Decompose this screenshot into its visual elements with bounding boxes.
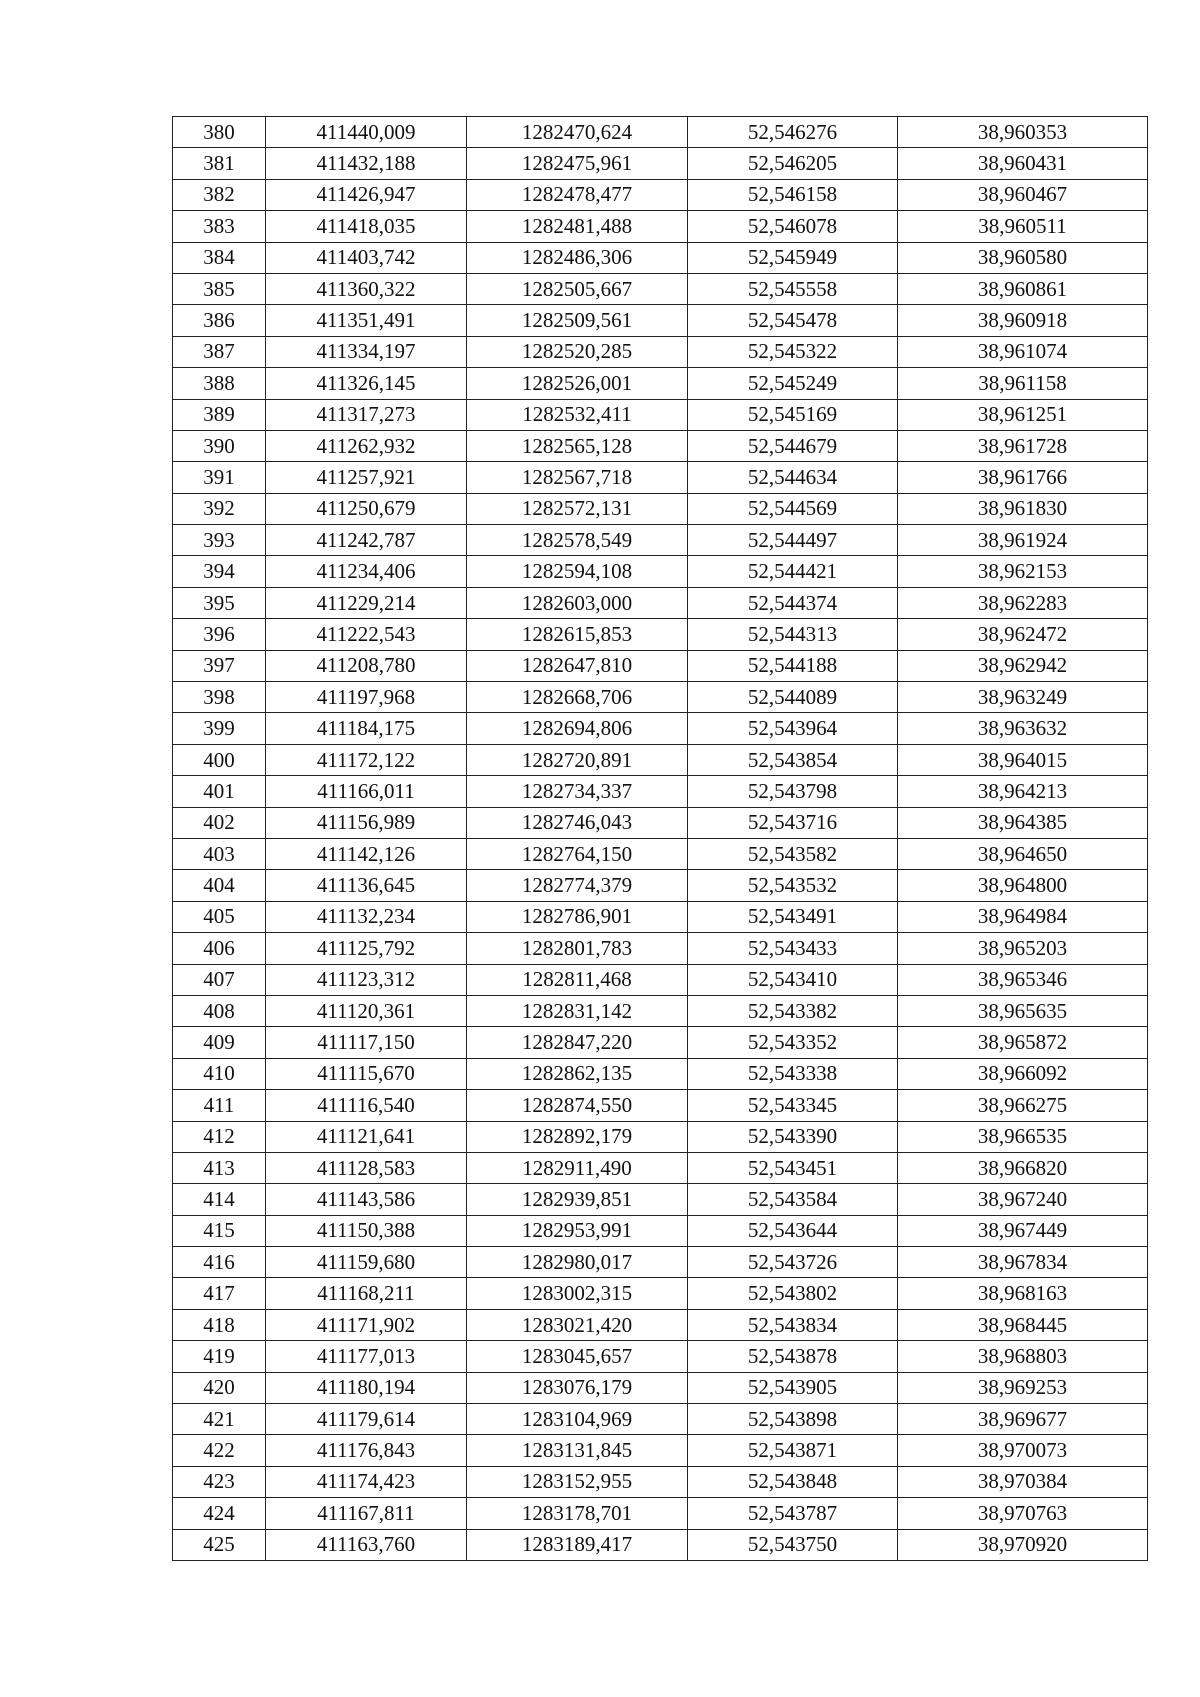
longitude-cell: 38,963249	[898, 682, 1148, 713]
y-coordinate-cell: 1283178,701	[467, 1498, 688, 1529]
y-coordinate-cell: 1283076,179	[467, 1372, 688, 1403]
longitude-cell: 38,965203	[898, 933, 1148, 964]
x-coordinate-cell: 411180,194	[266, 1372, 467, 1403]
table-row	[173, 1404, 1148, 1435]
y-coordinate-cell: 1282486,306	[467, 242, 688, 273]
x-coordinate-cell: 411432,188	[266, 148, 467, 179]
latitude-cell: 52,543582	[688, 838, 898, 869]
longitude-cell: 38,960580	[898, 242, 1148, 273]
x-coordinate-cell: 411120,361	[266, 995, 467, 1026]
longitude-cell: 38,970920	[898, 1529, 1148, 1560]
table-row	[173, 179, 1148, 210]
longitude-cell: 38,964800	[898, 870, 1148, 901]
y-coordinate-cell: 1282801,783	[467, 933, 688, 964]
latitude-cell: 52,544569	[688, 493, 898, 524]
latitude-cell: 52,543750	[688, 1529, 898, 1560]
x-coordinate-cell: 411317,273	[266, 399, 467, 430]
y-coordinate-cell: 1282874,550	[467, 1090, 688, 1121]
latitude-cell: 52,543726	[688, 1247, 898, 1278]
point-number-cell: 394	[173, 556, 266, 587]
longitude-cell: 38,964213	[898, 776, 1148, 807]
table-row	[173, 117, 1148, 148]
y-coordinate-cell: 1283131,845	[467, 1435, 688, 1466]
x-coordinate-cell: 411116,540	[266, 1090, 467, 1121]
coordinates-table	[172, 116, 1148, 1561]
latitude-cell: 52,544188	[688, 650, 898, 681]
latitude-cell: 52,543716	[688, 807, 898, 838]
latitude-cell: 52,545169	[688, 399, 898, 430]
longitude-cell: 38,968163	[898, 1278, 1148, 1309]
y-coordinate-cell: 1282572,131	[467, 493, 688, 524]
point-number-cell: 395	[173, 587, 266, 618]
latitude-cell: 52,546158	[688, 179, 898, 210]
longitude-cell: 38,966535	[898, 1121, 1148, 1152]
y-coordinate-cell: 1282811,468	[467, 964, 688, 995]
table-row	[173, 556, 1148, 587]
x-coordinate-cell: 411177,013	[266, 1341, 467, 1372]
x-coordinate-cell: 411166,011	[266, 776, 467, 807]
x-coordinate-cell: 411197,968	[266, 682, 467, 713]
point-number-cell: 390	[173, 430, 266, 461]
x-coordinate-cell: 411257,921	[266, 462, 467, 493]
x-coordinate-cell: 411142,126	[266, 838, 467, 869]
longitude-cell: 38,964015	[898, 744, 1148, 775]
table-row	[173, 242, 1148, 273]
table-row	[173, 619, 1148, 650]
x-coordinate-cell: 411168,211	[266, 1278, 467, 1309]
longitude-cell: 38,969677	[898, 1404, 1148, 1435]
latitude-cell: 52,543964	[688, 713, 898, 744]
table-row	[173, 838, 1148, 869]
longitude-cell: 38,961766	[898, 462, 1148, 493]
latitude-cell: 52,543338	[688, 1058, 898, 1089]
latitude-cell: 52,546276	[688, 117, 898, 148]
y-coordinate-cell: 1282481,488	[467, 211, 688, 242]
longitude-cell: 38,960431	[898, 148, 1148, 179]
point-number-cell: 415	[173, 1215, 266, 1246]
latitude-cell: 52,545949	[688, 242, 898, 273]
y-coordinate-cell: 1282694,806	[467, 713, 688, 744]
point-number-cell: 399	[173, 713, 266, 744]
table-row	[173, 1215, 1148, 1246]
point-number-cell: 414	[173, 1184, 266, 1215]
latitude-cell: 52,543905	[688, 1372, 898, 1403]
table-row	[173, 713, 1148, 744]
x-coordinate-cell: 411167,811	[266, 1498, 467, 1529]
point-number-cell: 396	[173, 619, 266, 650]
x-coordinate-cell: 411222,543	[266, 619, 467, 650]
table-row	[173, 964, 1148, 995]
table-row	[173, 1184, 1148, 1215]
table-row	[173, 1090, 1148, 1121]
y-coordinate-cell: 1282603,000	[467, 587, 688, 618]
y-coordinate-cell: 1282647,810	[467, 650, 688, 681]
y-coordinate-cell: 1282668,706	[467, 682, 688, 713]
table-row	[173, 273, 1148, 304]
point-number-cell: 404	[173, 870, 266, 901]
latitude-cell: 52,543382	[688, 995, 898, 1026]
y-coordinate-cell: 1282470,624	[467, 117, 688, 148]
point-number-cell: 389	[173, 399, 266, 430]
y-coordinate-cell: 1282578,549	[467, 525, 688, 556]
y-coordinate-cell: 1282567,718	[467, 462, 688, 493]
point-number-cell: 412	[173, 1121, 266, 1152]
table-row	[173, 1027, 1148, 1058]
table-row	[173, 807, 1148, 838]
x-coordinate-cell: 411123,312	[266, 964, 467, 995]
longitude-cell: 38,968803	[898, 1341, 1148, 1372]
table-row	[173, 776, 1148, 807]
table-row	[173, 744, 1148, 775]
y-coordinate-cell: 1282526,001	[467, 368, 688, 399]
x-coordinate-cell: 411179,614	[266, 1404, 467, 1435]
point-number-cell: 417	[173, 1278, 266, 1309]
longitude-cell: 38,964385	[898, 807, 1148, 838]
point-number-cell: 409	[173, 1027, 266, 1058]
latitude-cell: 52,543787	[688, 1498, 898, 1529]
table-row	[173, 1058, 1148, 1089]
point-number-cell: 384	[173, 242, 266, 273]
latitude-cell: 52,543871	[688, 1435, 898, 1466]
y-coordinate-cell: 1282532,411	[467, 399, 688, 430]
latitude-cell: 52,545322	[688, 336, 898, 367]
y-coordinate-cell: 1283021,420	[467, 1309, 688, 1340]
latitude-cell: 52,543352	[688, 1027, 898, 1058]
point-number-cell: 380	[173, 117, 266, 148]
y-coordinate-cell: 1282475,961	[467, 148, 688, 179]
y-coordinate-cell: 1282980,017	[467, 1247, 688, 1278]
x-coordinate-cell: 411121,641	[266, 1121, 467, 1152]
longitude-cell: 38,968445	[898, 1309, 1148, 1340]
table-row	[173, 305, 1148, 336]
x-coordinate-cell: 411150,388	[266, 1215, 467, 1246]
longitude-cell: 38,962283	[898, 587, 1148, 618]
y-coordinate-cell: 1282509,561	[467, 305, 688, 336]
x-coordinate-cell: 411351,491	[266, 305, 467, 336]
y-coordinate-cell: 1282520,285	[467, 336, 688, 367]
point-number-cell: 386	[173, 305, 266, 336]
table-row	[173, 1529, 1148, 1560]
table-row	[173, 493, 1148, 524]
point-number-cell: 425	[173, 1529, 266, 1560]
y-coordinate-cell: 1283045,657	[467, 1341, 688, 1372]
latitude-cell: 52,543433	[688, 933, 898, 964]
longitude-cell: 38,970763	[898, 1498, 1148, 1529]
point-number-cell: 393	[173, 525, 266, 556]
point-number-cell: 392	[173, 493, 266, 524]
point-number-cell: 383	[173, 211, 266, 242]
table-row	[173, 682, 1148, 713]
point-number-cell: 387	[173, 336, 266, 367]
y-coordinate-cell: 1282734,337	[467, 776, 688, 807]
table-row	[173, 430, 1148, 461]
x-coordinate-cell: 411403,742	[266, 242, 467, 273]
y-coordinate-cell: 1283189,417	[467, 1529, 688, 1560]
longitude-cell: 38,960861	[898, 273, 1148, 304]
y-coordinate-cell: 1282774,379	[467, 870, 688, 901]
longitude-cell: 38,965872	[898, 1027, 1148, 1058]
y-coordinate-cell: 1282831,142	[467, 995, 688, 1026]
y-coordinate-cell: 1282911,490	[467, 1152, 688, 1183]
latitude-cell: 52,543390	[688, 1121, 898, 1152]
table-row	[173, 1372, 1148, 1403]
latitude-cell: 52,543644	[688, 1215, 898, 1246]
y-coordinate-cell: 1282615,853	[467, 619, 688, 650]
table-row	[173, 211, 1148, 242]
longitude-cell: 38,960511	[898, 211, 1148, 242]
latitude-cell: 52,543854	[688, 744, 898, 775]
latitude-cell: 52,545249	[688, 368, 898, 399]
x-coordinate-cell: 411132,234	[266, 901, 467, 932]
latitude-cell: 52,544313	[688, 619, 898, 650]
x-coordinate-cell: 411440,009	[266, 117, 467, 148]
longitude-cell: 38,961728	[898, 430, 1148, 461]
x-coordinate-cell: 411125,792	[266, 933, 467, 964]
x-coordinate-cell: 411234,406	[266, 556, 467, 587]
longitude-cell: 38,961924	[898, 525, 1148, 556]
x-coordinate-cell: 411136,645	[266, 870, 467, 901]
longitude-cell: 38,963632	[898, 713, 1148, 744]
table-row	[173, 336, 1148, 367]
table-row	[173, 1152, 1148, 1183]
longitude-cell: 38,970384	[898, 1466, 1148, 1497]
point-number-cell: 397	[173, 650, 266, 681]
point-number-cell: 424	[173, 1498, 266, 1529]
point-number-cell: 413	[173, 1152, 266, 1183]
latitude-cell: 52,544679	[688, 430, 898, 461]
longitude-cell: 38,969253	[898, 1372, 1148, 1403]
latitude-cell: 52,544497	[688, 525, 898, 556]
latitude-cell: 52,543345	[688, 1090, 898, 1121]
longitude-cell: 38,967834	[898, 1247, 1148, 1278]
longitude-cell: 38,970073	[898, 1435, 1148, 1466]
longitude-cell: 38,960467	[898, 179, 1148, 210]
x-coordinate-cell: 411174,423	[266, 1466, 467, 1497]
latitude-cell: 52,543834	[688, 1309, 898, 1340]
longitude-cell: 38,962472	[898, 619, 1148, 650]
x-coordinate-cell: 411229,214	[266, 587, 467, 618]
point-number-cell: 408	[173, 995, 266, 1026]
y-coordinate-cell: 1282594,108	[467, 556, 688, 587]
table-row	[173, 368, 1148, 399]
latitude-cell: 52,543898	[688, 1404, 898, 1435]
point-number-cell: 423	[173, 1466, 266, 1497]
latitude-cell: 52,544374	[688, 587, 898, 618]
latitude-cell: 52,543802	[688, 1278, 898, 1309]
point-number-cell: 402	[173, 807, 266, 838]
y-coordinate-cell: 1283152,955	[467, 1466, 688, 1497]
point-number-cell: 410	[173, 1058, 266, 1089]
y-coordinate-cell: 1283002,315	[467, 1278, 688, 1309]
table-row	[173, 650, 1148, 681]
longitude-cell: 38,967240	[898, 1184, 1148, 1215]
point-number-cell: 411	[173, 1090, 266, 1121]
table-row	[173, 1121, 1148, 1152]
coordinates-table-body	[173, 117, 1148, 1561]
point-number-cell: 398	[173, 682, 266, 713]
x-coordinate-cell: 411115,670	[266, 1058, 467, 1089]
table-row	[173, 870, 1148, 901]
x-coordinate-cell: 411172,122	[266, 744, 467, 775]
longitude-cell: 38,965346	[898, 964, 1148, 995]
table-row	[173, 1341, 1148, 1372]
point-number-cell: 418	[173, 1309, 266, 1340]
x-coordinate-cell: 411156,989	[266, 807, 467, 838]
point-number-cell: 403	[173, 838, 266, 869]
latitude-cell: 52,543798	[688, 776, 898, 807]
point-number-cell: 422	[173, 1435, 266, 1466]
longitude-cell: 38,961830	[898, 493, 1148, 524]
table-row	[173, 587, 1148, 618]
latitude-cell: 52,543584	[688, 1184, 898, 1215]
point-number-cell: 385	[173, 273, 266, 304]
x-coordinate-cell: 411326,145	[266, 368, 467, 399]
y-coordinate-cell: 1282478,477	[467, 179, 688, 210]
latitude-cell: 52,543451	[688, 1152, 898, 1183]
latitude-cell: 52,543848	[688, 1466, 898, 1497]
latitude-cell: 52,544421	[688, 556, 898, 587]
x-coordinate-cell: 411262,932	[266, 430, 467, 461]
latitude-cell: 52,545478	[688, 305, 898, 336]
y-coordinate-cell: 1282892,179	[467, 1121, 688, 1152]
longitude-cell: 38,961158	[898, 368, 1148, 399]
y-coordinate-cell: 1282565,128	[467, 430, 688, 461]
y-coordinate-cell: 1282746,043	[467, 807, 688, 838]
longitude-cell: 38,965635	[898, 995, 1148, 1026]
latitude-cell: 52,546078	[688, 211, 898, 242]
x-coordinate-cell: 411250,679	[266, 493, 467, 524]
point-number-cell: 407	[173, 964, 266, 995]
latitude-cell: 52,543491	[688, 901, 898, 932]
table-row	[173, 1309, 1148, 1340]
x-coordinate-cell: 411176,843	[266, 1435, 467, 1466]
point-number-cell: 419	[173, 1341, 266, 1372]
x-coordinate-cell: 411163,760	[266, 1529, 467, 1560]
y-coordinate-cell: 1282720,891	[467, 744, 688, 775]
longitude-cell: 38,962942	[898, 650, 1148, 681]
longitude-cell: 38,966092	[898, 1058, 1148, 1089]
y-coordinate-cell: 1282862,135	[467, 1058, 688, 1089]
y-coordinate-cell: 1282847,220	[467, 1027, 688, 1058]
point-number-cell: 405	[173, 901, 266, 932]
x-coordinate-cell: 411143,586	[266, 1184, 467, 1215]
point-number-cell: 400	[173, 744, 266, 775]
point-number-cell: 416	[173, 1247, 266, 1278]
longitude-cell: 38,961074	[898, 336, 1148, 367]
table-row	[173, 462, 1148, 493]
y-coordinate-cell: 1282953,991	[467, 1215, 688, 1246]
latitude-cell: 52,544634	[688, 462, 898, 493]
point-number-cell: 382	[173, 179, 266, 210]
x-coordinate-cell: 411184,175	[266, 713, 467, 744]
table-row	[173, 901, 1148, 932]
latitude-cell: 52,544089	[688, 682, 898, 713]
x-coordinate-cell: 411426,947	[266, 179, 467, 210]
table-row	[173, 525, 1148, 556]
x-coordinate-cell: 411360,322	[266, 273, 467, 304]
x-coordinate-cell: 411117,150	[266, 1027, 467, 1058]
longitude-cell: 38,964984	[898, 901, 1148, 932]
y-coordinate-cell: 1282505,667	[467, 273, 688, 304]
table-row	[173, 399, 1148, 430]
table-row	[173, 1247, 1148, 1278]
longitude-cell: 38,966275	[898, 1090, 1148, 1121]
x-coordinate-cell: 411171,902	[266, 1309, 467, 1340]
latitude-cell: 52,543410	[688, 964, 898, 995]
y-coordinate-cell: 1282786,901	[467, 901, 688, 932]
x-coordinate-cell: 411334,197	[266, 336, 467, 367]
point-number-cell: 391	[173, 462, 266, 493]
table-row	[173, 1435, 1148, 1466]
longitude-cell: 38,967449	[898, 1215, 1148, 1246]
x-coordinate-cell: 411242,787	[266, 525, 467, 556]
point-number-cell: 420	[173, 1372, 266, 1403]
latitude-cell: 52,545558	[688, 273, 898, 304]
y-coordinate-cell: 1283104,969	[467, 1404, 688, 1435]
x-coordinate-cell: 411418,035	[266, 211, 467, 242]
table-row	[173, 148, 1148, 179]
longitude-cell: 38,960918	[898, 305, 1148, 336]
x-coordinate-cell: 411159,680	[266, 1247, 467, 1278]
latitude-cell: 52,546205	[688, 148, 898, 179]
x-coordinate-cell: 411208,780	[266, 650, 467, 681]
longitude-cell: 38,966820	[898, 1152, 1148, 1183]
point-number-cell: 421	[173, 1404, 266, 1435]
point-number-cell: 381	[173, 148, 266, 179]
table-row	[173, 995, 1148, 1026]
x-coordinate-cell: 411128,583	[266, 1152, 467, 1183]
point-number-cell: 388	[173, 368, 266, 399]
latitude-cell: 52,543878	[688, 1341, 898, 1372]
table-row	[173, 1498, 1148, 1529]
table-row	[173, 1278, 1148, 1309]
y-coordinate-cell: 1282939,851	[467, 1184, 688, 1215]
point-number-cell: 401	[173, 776, 266, 807]
y-coordinate-cell: 1282764,150	[467, 838, 688, 869]
longitude-cell: 38,960353	[898, 117, 1148, 148]
longitude-cell: 38,961251	[898, 399, 1148, 430]
longitude-cell: 38,964650	[898, 838, 1148, 869]
table-row	[173, 1466, 1148, 1497]
point-number-cell: 406	[173, 933, 266, 964]
table-row	[173, 933, 1148, 964]
longitude-cell: 38,962153	[898, 556, 1148, 587]
latitude-cell: 52,543532	[688, 870, 898, 901]
